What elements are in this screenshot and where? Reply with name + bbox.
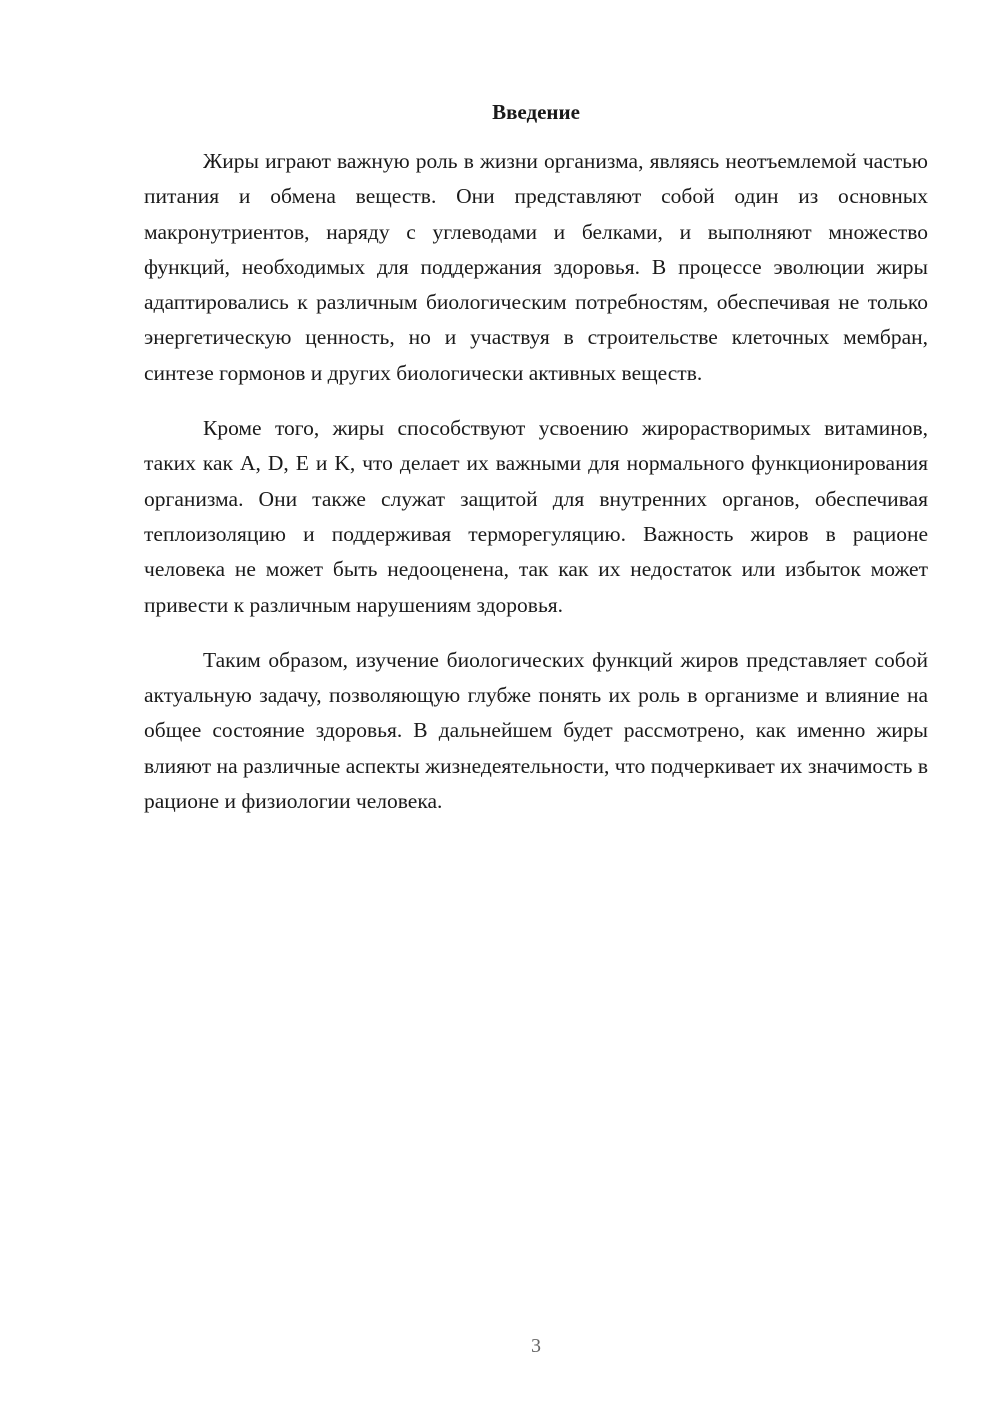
section-heading: Введение <box>492 100 580 124</box>
paragraph-1: Жиры играют важную роль в жизни организма, являясь неотъемлемой частью питания и обмена веществ. Они представляют собой один из основных макронутриентов, наряду с углеводами и белками, и выполняют множество функций, необходимых для поддержания здоровья. В процессе эволюции жиры адаптировались к различным биологическим потребностям, обеспечивая не только энергетическую ценность, но и участвуя в строительстве клеточных мембран, синтезе гормонов и других биологически активных веществ. <box>144 149 928 385</box>
paragraph-3: Таким образом, изучение биологических функций жиров представляет собой актуальную задачу, позволяющую глубже понять их роль в организме и влияние на общее состояние здоровья. В дальнейшем будет рассмотрено, как именно жиры влияют на различные аспекты жизнедеятельности, что подчеркивает их значимость в рационе и физиологии человека. <box>144 647 928 814</box>
paragraph-2: Кроме того, жиры способствуют усвоению жирорастворимых витаминов, таких как A, D, E и K, что делает их важными для нормального функционирования организма. Они также служат защитой для внутренних органов, обеспечивая теплоизоляцию и поддерживая терморегуляцию. Важность жиров в рационе человека не может быть недооценена, так как их недостаток или избыток может привести к различным нарушениям здоровья. <box>144 416 928 617</box>
body-text <box>144 144 928 839</box>
page-number: 3 <box>531 1335 541 1357</box>
